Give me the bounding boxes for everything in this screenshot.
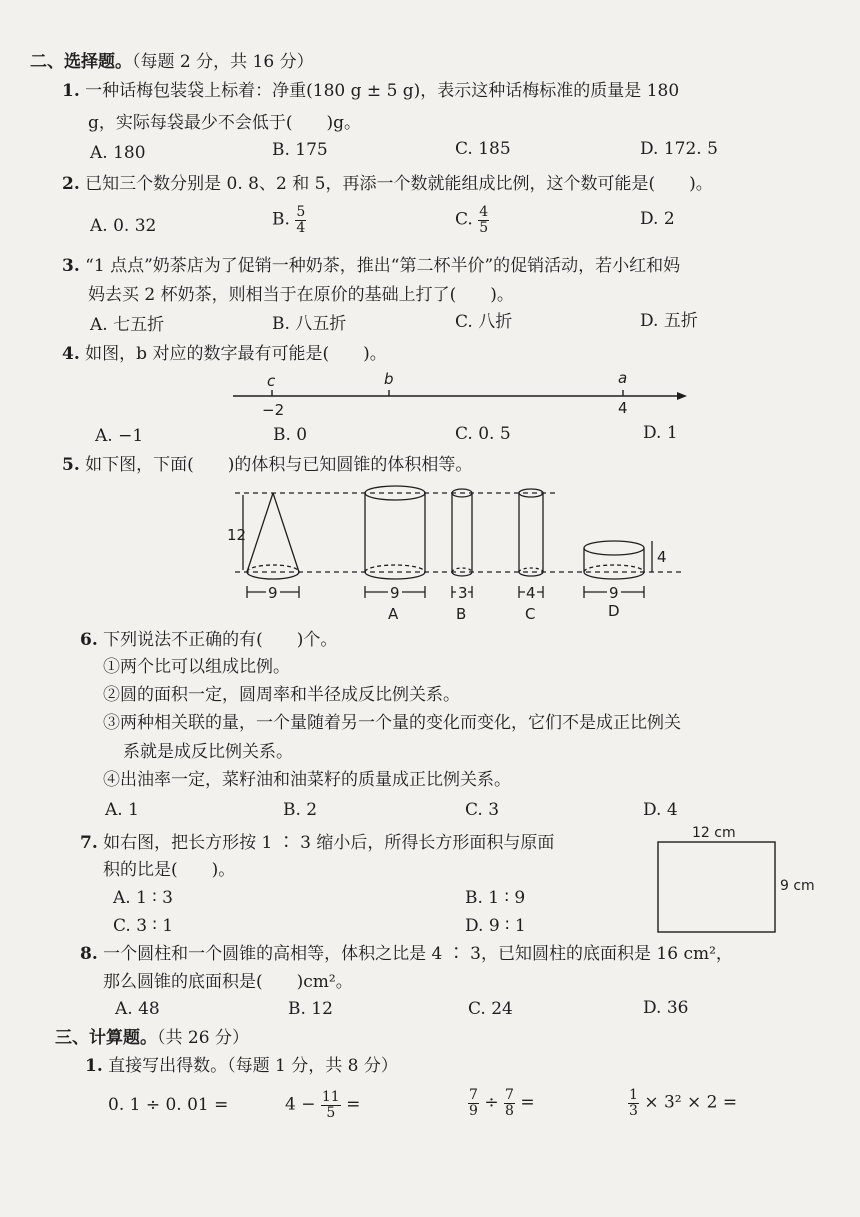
expr3-fraction-1	[468, 1088, 479, 1118]
question-6-number: 6.	[80, 630, 98, 650]
number-line-arrow	[677, 392, 687, 400]
q6-option-b: B. 2	[283, 800, 318, 820]
shape-label-a: A	[388, 605, 399, 623]
fraction-denominator: 8	[504, 1102, 514, 1119]
b-width-label: 3	[458, 584, 468, 602]
cone	[247, 493, 299, 579]
cone-height-label: 12	[227, 526, 247, 544]
shape-label-d: D	[608, 602, 620, 620]
label-minus-2: −2	[262, 401, 285, 419]
expr4-rest: × 3² × 2 =	[644, 1092, 738, 1113]
q3-option-c: C. 八折	[455, 312, 513, 332]
question-3-line1	[62, 258, 680, 275]
fraction-numerator: 4	[479, 204, 489, 220]
q8-option-b: B. 12	[288, 999, 333, 1019]
question-4-line1	[62, 346, 387, 363]
rectangle	[658, 842, 775, 932]
fraction-numerator: 11	[321, 1089, 340, 1105]
question-5-number: 5.	[62, 455, 80, 475]
statement-3: ③两种相关联的量，一个量随着另一个量的变化而变化，它们不是成正比例关	[103, 713, 681, 733]
q6-option-c: C. 3	[465, 800, 500, 820]
q4-option-b: B. 0	[273, 425, 308, 445]
rectangle-figure	[650, 822, 825, 937]
q7-option-c: C. 3 ∶ 1	[113, 916, 174, 936]
fraction-denominator: 4	[296, 219, 306, 236]
expr2-fraction	[321, 1090, 341, 1120]
q2-option-c-label: C.	[455, 209, 473, 230]
question-1-line1	[62, 83, 679, 100]
cylinder-c	[519, 489, 543, 576]
q8-option-a: A. 48	[115, 999, 160, 1019]
question-6-line1	[80, 632, 337, 649]
statement-4: ④出油率一定，菜籽油和油菜籽的质量成正比例关系。	[103, 770, 511, 790]
section-calc-score: （共 26 分）	[157, 1028, 249, 1048]
section-calc-header	[55, 1030, 249, 1047]
d-width-label: 9	[609, 584, 619, 602]
calc-sub1-number: 1.	[85, 1056, 103, 1076]
q3-option-d: D. 五折	[640, 311, 698, 331]
q3-option-b: B. 八五折	[272, 314, 347, 334]
calc-expression-4	[628, 1088, 737, 1118]
cylinder-a	[365, 486, 425, 579]
fraction-numerator: 7	[504, 1087, 514, 1103]
question-6-text: 下列说法不正确的有( )个。	[103, 630, 338, 650]
rectangle-width-label: 12 cm	[692, 825, 736, 841]
q2-option-c-fraction	[478, 205, 489, 235]
rectangle-height-label: 9 cm	[780, 878, 815, 894]
q4-option-d: D. 1	[643, 423, 678, 443]
q1-option-d: D. 172. 5	[640, 139, 718, 159]
statement-1: ①两个比可以组成比例。	[103, 657, 290, 677]
question-1-number: 1.	[62, 81, 80, 101]
q7-option-d: D. 9 ∶ 1	[465, 916, 526, 936]
question-3-number: 3.	[62, 256, 80, 276]
fraction-numerator: 5	[296, 204, 306, 220]
question-4-number: 4.	[62, 344, 80, 364]
q2-option-b-label: B.	[272, 209, 290, 230]
fraction-denominator: 3	[629, 1102, 638, 1119]
question-8-number: 8.	[80, 944, 98, 964]
expr2-equals: =	[346, 1094, 361, 1115]
q1-option-c: C. 185	[455, 139, 511, 159]
number-line-figure	[225, 368, 690, 423]
q4-option-a: A. −1	[95, 426, 144, 446]
question-5-text: 如下图，下面( )的体积与已知圆锥的体积相等。	[85, 455, 473, 475]
calc-sub1-line	[85, 1058, 398, 1075]
calc-expression-1: 0. 1 ÷ 0. 01 =	[108, 1095, 229, 1115]
question-2-line1	[62, 176, 713, 193]
calc-expression-2	[285, 1090, 360, 1120]
q1-option-b: B. 175	[272, 140, 328, 160]
section-choice-header	[30, 54, 314, 71]
statement-2: ②圆的面积一定，圆周率和半径成反比例关系。	[103, 685, 460, 705]
cylinder-d	[584, 541, 652, 579]
section-choice-title: 二、选择题。	[30, 52, 132, 72]
question-2-text: 已知三个数分别是 0. 8、2 和 5，再添一个数就能组成比例，这个数可能是( )。	[85, 174, 713, 194]
d-height-label: 4	[657, 548, 667, 566]
section-calc-title: 三、计算题。	[55, 1028, 157, 1048]
calc-sub1-text: 直接写出得数。	[108, 1056, 228, 1076]
question-8-line2: 那么圆锥的底面积是( )cm²。	[103, 972, 353, 992]
question-3-text: “1 点点”奶茶店为了促销一种奶茶，推出“第二杯半价”的促销活动，若小红和妈	[85, 256, 681, 276]
question-1-line2: g，实际每袋最少不会低于( )g。	[88, 113, 362, 133]
calc-expression-3	[468, 1088, 535, 1118]
q4-option-c: C. 0. 5	[455, 424, 511, 444]
q7-option-a: A. 1 ∶ 3	[113, 888, 173, 908]
q8-option-d: D. 36	[643, 998, 689, 1018]
expr3-operator: ÷	[484, 1092, 499, 1113]
expr3-fraction-2	[504, 1088, 515, 1118]
cone-base-label: 9	[268, 584, 278, 602]
q2-option-c	[455, 205, 489, 235]
question-7-text: 如右图，把长方形按 1 ∶ 3 缩小后，所得长方形面积与原面	[103, 833, 555, 853]
question-7-number: 7.	[80, 833, 98, 853]
q2-option-b	[272, 205, 306, 235]
q2-option-d: D. 2	[640, 209, 675, 229]
question-5-line1	[62, 457, 472, 474]
question-8-text: 一个圆柱和一个圆锥的高相等，体积之比是 4 ∶ 3，已知圆柱的底面积是 16 cm²，	[103, 944, 733, 964]
q6-option-d: D. 4	[643, 800, 678, 820]
q7-option-b: B. 1 ∶ 9	[465, 888, 526, 908]
calc-sub1-score: （每题 1 分，共 8 分）	[227, 1056, 398, 1076]
q2-option-a: A. 0. 32	[90, 216, 157, 236]
shape-label-c: C	[525, 605, 536, 623]
fraction-denominator: 5	[479, 219, 489, 236]
q8-option-c: C. 24	[468, 999, 513, 1019]
fraction-denominator: 5	[326, 1104, 336, 1121]
expr3-equals: =	[520, 1092, 535, 1113]
question-7-line2: 积的比是( )。	[103, 860, 236, 880]
question-1-text: 一种话梅包装袋上标着：净重(180 g ± 5 g)，表示这种话梅标准的质量是 180	[85, 81, 680, 101]
label-4: 4	[618, 399, 628, 417]
question-3-line2: 妈去买 2 杯奶茶，则相当于在原价的基础上打了( )。	[88, 285, 514, 305]
label-b: b	[384, 370, 394, 388]
q6-option-a: A. 1	[105, 800, 139, 820]
question-8-line1	[80, 946, 733, 963]
expr2-prefix: 4 −	[285, 1094, 316, 1115]
q3-option-a: A. 七五折	[90, 315, 165, 335]
c-width-label: 4	[526, 584, 536, 602]
fraction-denominator: 9	[469, 1102, 478, 1119]
label-a: a	[618, 369, 628, 387]
fraction-numerator: 7	[469, 1087, 478, 1103]
cylinder-b	[452, 489, 472, 576]
label-c: c	[267, 372, 276, 390]
question-4-text: 如图，b 对应的数字最有可能是( )。	[85, 344, 387, 364]
q2-option-b-fraction	[295, 205, 306, 235]
a-width-label: 9	[390, 584, 400, 602]
question-2-number: 2.	[62, 174, 80, 194]
shape-label-b: B	[456, 605, 467, 623]
statement-3-cont: 系就是成反比例关系。	[123, 742, 293, 762]
section-choice-score: （每题 2 分，共 16 分）	[132, 52, 314, 72]
expr4-fraction	[628, 1088, 639, 1118]
volume-figure	[225, 478, 695, 628]
question-7-line1	[80, 835, 554, 852]
fraction-numerator: 1	[629, 1087, 638, 1103]
q1-option-a: A. 180	[90, 143, 146, 163]
